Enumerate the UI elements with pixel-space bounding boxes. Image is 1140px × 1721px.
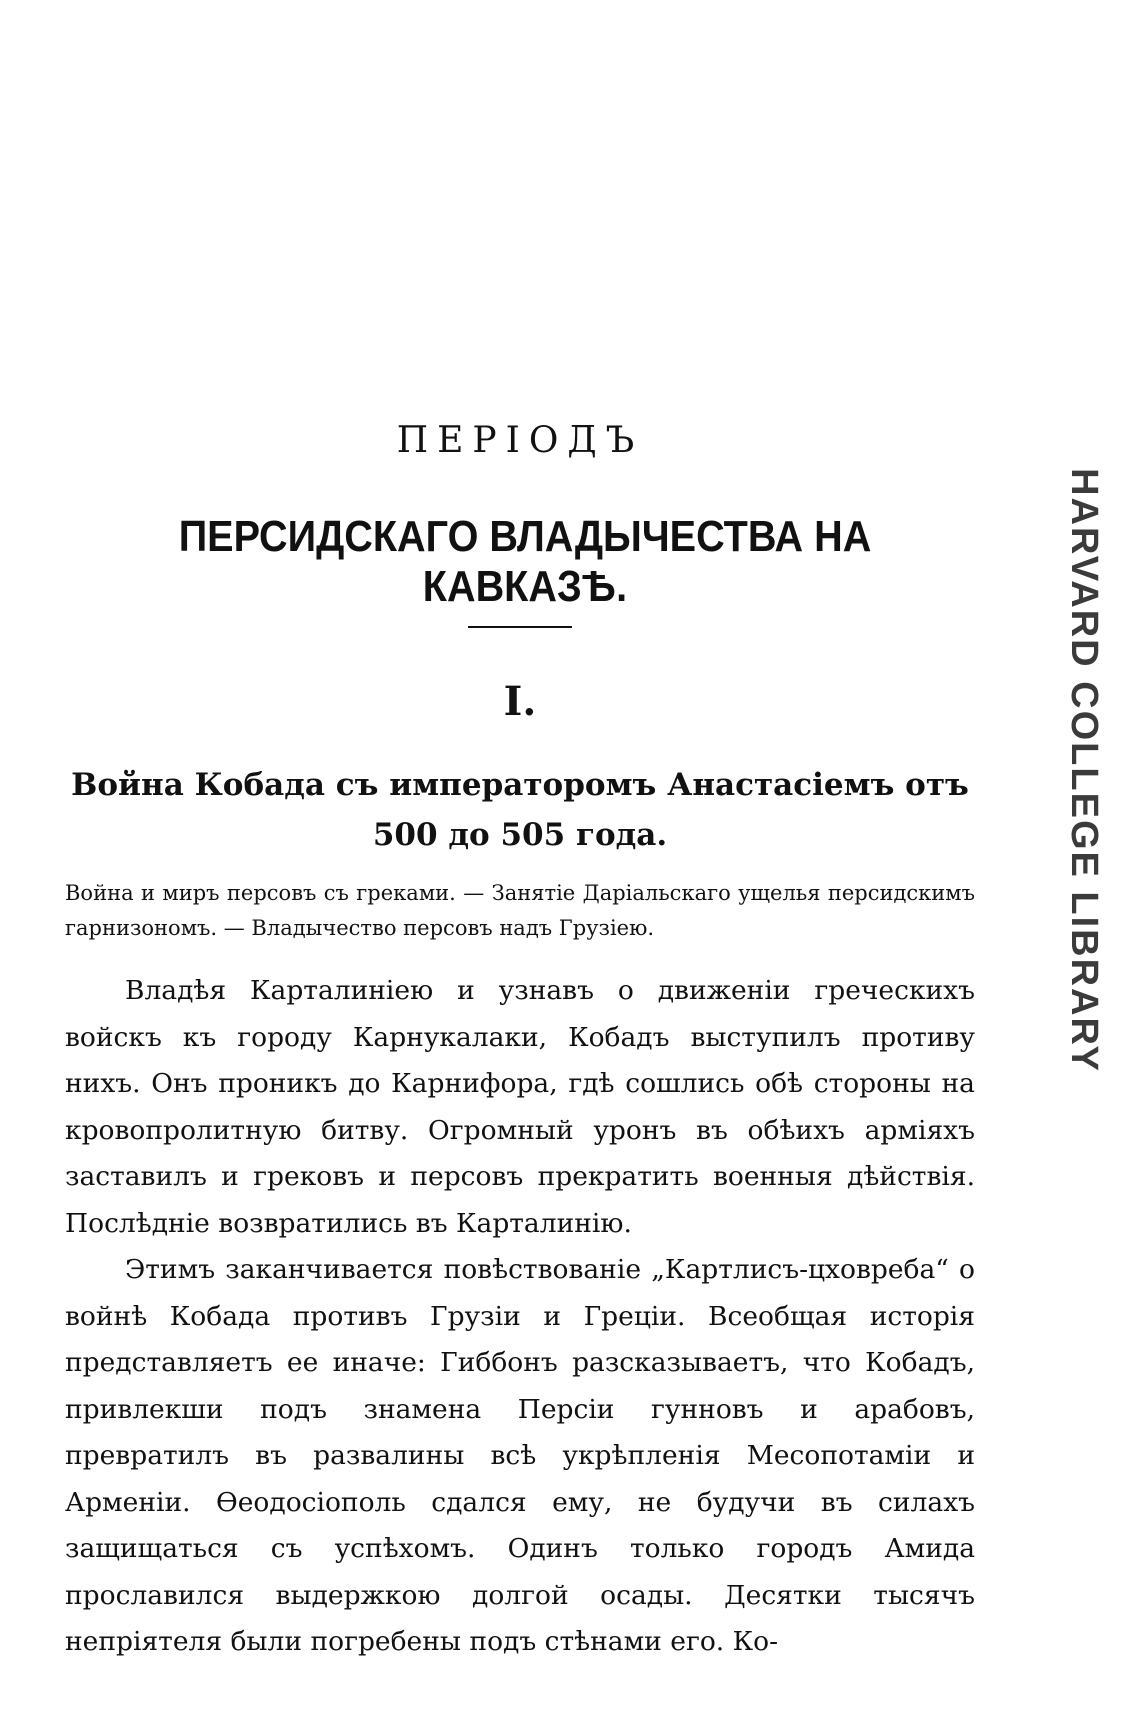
paragraph: Владѣя Карталиніею и узнавъ о движеніи греческихъ войскъ къ городу Карнукалаки, Кобадъ выступилъ противу нихъ. Онъ проникъ до Карнифора, гдѣ сошлись обѣ стороны на кровопролитную битву. Огромный уронъ въ обѣихъ арміяхъ заставилъ и грековъ и персовъ прекратить военныя дѣйствія. Послѣдніе возвратились въ Карталинію.: [65, 975, 975, 1239]
library-stamp-text: HARVARD COLLEGE LIBRARY: [1062, 467, 1105, 1073]
body-text: [65, 968, 975, 1666]
chapter-summary: Война и миръ персовъ съ греками. — Занятіе Даріальскаго ущелья персидскимъ гарнизономъ. — Владычество персовъ надъ Грузіею.: [65, 881, 975, 940]
period-heading: ПЕРІОДЪ: [396, 420, 644, 461]
library-stamp: [1058, 400, 1108, 1140]
main-title: ПЕРСИДСКАГО ВЛАДЫЧЕСТВА НА КАВКАЗѢ.: [178, 512, 872, 611]
chapter-number: I.: [503, 678, 537, 725]
title-divider: [468, 626, 572, 628]
paragraph: Этимъ заканчивается повѣствованіе „Картлисъ-цховреба“ о войнѣ Кобада противъ Грузіи и Греціи. Всеобщая исторія представляетъ ее иначе: Гиббонъ разсказываетъ, что Кобадъ, привлекши подъ знамена Персіи гунновъ и арабовъ, превратилъ въ развалины всѣ укрѣпленія Месопотаміи и Арменіи. Ѳеодосіополь сдался ему, не будучи въ силахъ защищаться съ успѣхомъ. Одинъ только городъ Амида прославился выдержкою долгой осады. Десятки тысячъ непріятеля были погребены подъ стѣнами его. Ко-: [65, 1254, 975, 1657]
chapter-title: Война Кобада съ императоромъ Анастасіемъ отъ 500 до 505 года.: [71, 767, 969, 853]
